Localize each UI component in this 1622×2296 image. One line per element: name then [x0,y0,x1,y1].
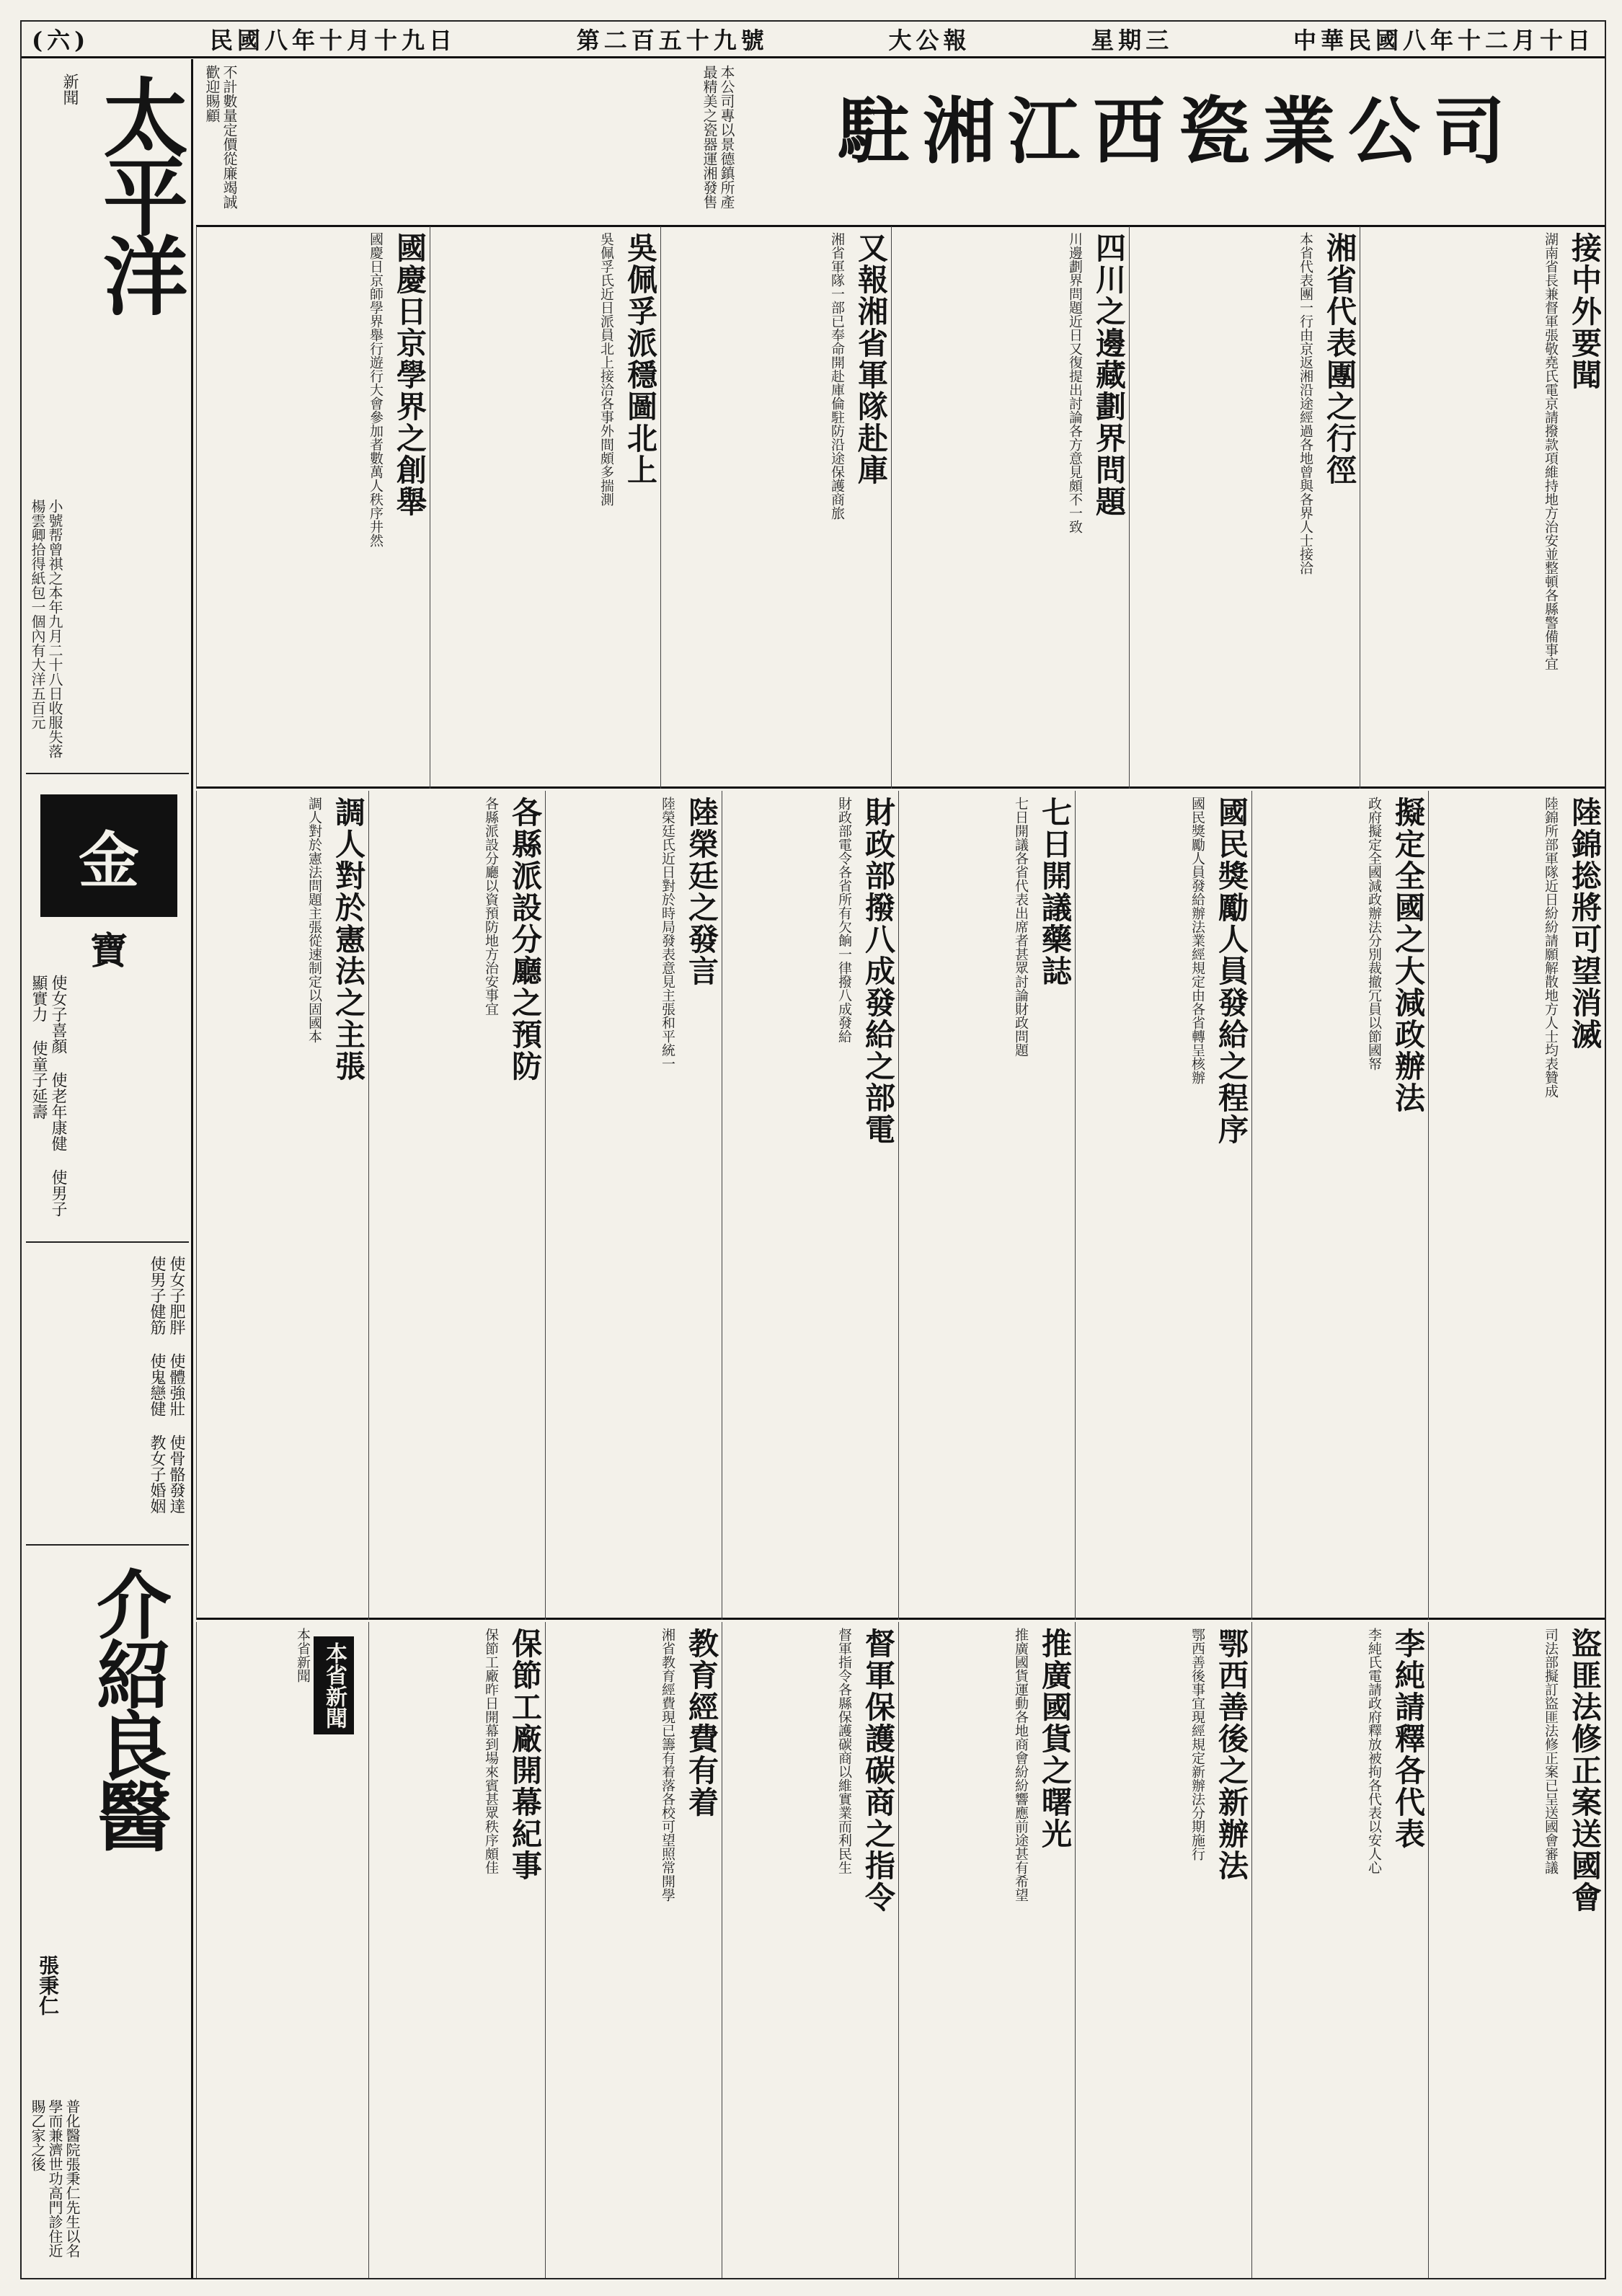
article [898,1622,1075,2278]
ad-doctor-text: 普化醫院張秉仁先生以名學而兼濟世功高門診住近賜乙家之後 [29,2099,81,2258]
article-title: 陸錦捴將可望消滅 [1567,797,1603,1050]
article [1129,226,1360,789]
main-area [196,59,1605,2278]
banner-ad [196,59,1605,227]
article-title: 七日開議藥誌 [1037,797,1073,987]
article-title: 湘省代表團之行徑 [1322,232,1357,486]
banner-ad-left: 本公司專以景德鎮所產最精美之瓷器運湘發售 [701,65,735,209]
article-title: 陸榮廷之發言 [684,797,719,987]
article-body: 本省新聞 [295,1628,311,1683]
article [368,791,545,1620]
article [1428,791,1605,1620]
masthead-weekday: 星期三 [1091,27,1174,54]
article-title: 四川之邊藏劃界問題 [1091,232,1127,518]
article-title: 調人對於憲法之主張 [331,797,366,1082]
article-body: 國民獎勵人員發給辦法業經規定由各省轉呈核辦 [1189,797,1205,1084]
article [196,791,368,1620]
article-title: 接中外要聞 [1567,232,1603,391]
section-1 [196,226,1605,789]
article-title: 國民獎勵人員發給之程序 [1214,797,1249,1145]
article-body: 國慶日京師學界舉行遊行大會參加者數萬人秩序井然 [368,232,384,547]
ad-health-text: 使女子肥胖 使體強壯 使骨骼發達 使男子健筋 使鬼戀健 教女子婚姻 [148,1256,185,1514]
banner-ad-right: 不計數量定價從廉竭誠歡迎賜顧 [203,65,238,209]
article [1075,791,1251,1620]
article-body: 調人對於憲法問題主張從速制定以固國本 [306,797,322,1043]
article-body: 陸錦所部軍隊近日紛紛請願解散地方人士均表贊成 [1543,797,1559,1098]
article-body: 督軍指令各縣保護碳商以維實業而利民生 [836,1628,852,1874]
section-3 [196,1622,1605,2278]
ad-gold [26,780,189,1243]
section-badge: 本省新聞 [314,1636,354,1734]
article [722,1622,898,2278]
masthead-paper-name: 大公報 [888,27,971,54]
article-body: 司法部擬訂盜匪法修正案已呈送國會審議 [1543,1628,1559,1874]
article-body: 湖南省長兼督軍張敬堯氏電京請撥款項維持地方治安並整頓各縣警備事宜 [1543,232,1559,670]
article-title: 鄂西善後之新辦法 [1214,1628,1249,1881]
article [430,226,660,789]
article [1251,791,1428,1620]
article [722,791,898,1620]
article-title: 各縣派設分廳之預防 [508,797,543,1082]
masthead-lunar-date: 民國八年十月十九日 [210,27,457,54]
article [545,1622,722,2278]
masthead-page: (六) [32,27,90,54]
article [368,1622,545,2278]
ad-gold-sub: 寶 [89,929,128,973]
masthead-date: 中華民國八年十二月十日 [1293,27,1595,54]
article-body: 各縣派設分廳以資預防地方治安事宜 [483,797,499,1016]
article-body: 政府擬定全國減政辦法分別裁撤冗員以節國帑 [1366,797,1382,1071]
article-title: 保節工廠開幕紀事 [508,1628,543,1881]
article-title: 吳佩孚派穩圖北上 [623,232,658,486]
article [196,226,430,789]
ad-pacific-sub: 新聞 [61,74,79,105]
ad-doctor-name: 張秉仁 [36,1955,60,2016]
article-title: 又報湘省軍隊赴庫 [854,232,889,486]
section-2 [196,791,1605,1620]
article-body: 推廣國貨運動各地商會紛紛響應前途甚有希望 [1013,1628,1029,1902]
ad-health [26,1249,189,1546]
article [660,226,891,789]
article-title: 教育經費有着 [684,1628,719,1818]
masthead-issue: 第二百五十九號 [576,27,768,54]
article-body: 鄂西善後事宜現經規定新辦法分期施行 [1189,1628,1205,1861]
article-body: 陸榮廷氏近日對於時局發表意見主張和平統一 [660,797,675,1071]
article-title: 督軍保護碳商之指令 [861,1628,896,1913]
article-body: 川邊劃界問題近日又復提出討論各方意見頗不一致 [1067,232,1083,533]
ad-gold-text: 使女子喜顏 使老年康健 使男子顯實力 使童子延壽 [30,975,67,1217]
article-title: 推廣國貨之曙光 [1037,1628,1073,1850]
ad-doctor-title: 介紹良醫 [84,1566,172,1848]
article-body: 李純氏電請政府釋放被拘各代表以安人心 [1366,1628,1382,1874]
article-title: 國慶日京學界之創舉 [392,232,427,518]
ad-column [22,59,193,2278]
article-body: 吳佩孚氏近日派員北上接洽各事外間頗多揣測 [598,232,614,506]
article-body: 本省代表團一行由京返湘沿途經過各地曾與各界人士接洽 [1298,232,1313,575]
article [1360,226,1605,789]
newspaper-page [20,20,1606,2279]
article [891,226,1129,789]
article-title: 財政部撥八成發給之部電 [861,797,896,1145]
article-body: 湘省軍隊一部已奉命開赴庫倫駐防沿途保護商旅 [829,232,845,520]
article-body: 湘省教育經費現已籌有着落各校可望照常開學 [660,1628,675,1902]
ad-pacific-title: 太平洋 [89,74,189,311]
ad-pacific-note: 小號帮曾祺之本年九月二十八日收服失落楊雲卿拾得紙包一個內有大洋五百元 [29,499,63,758]
ad-gold-title: 金 [40,794,177,917]
article-title: 擬定全國之大減政辦法 [1391,797,1426,1114]
article [196,1622,368,2278]
article-title: 李純請釋各代表 [1391,1628,1426,1850]
article [1075,1622,1251,2278]
article-title: 盜匪法修正案送國會 [1567,1628,1603,1913]
banner-company: 駐湘江西瓷業公司 [838,89,1518,174]
article-body: 財政部電令各省所有欠餉一律撥八成發給 [836,797,852,1043]
article [1251,1622,1428,2278]
ad-pacific [26,66,189,774]
article-body: 七日開議各省代表出席者甚眾討論財政問題 [1013,797,1029,1057]
article [545,791,722,1620]
masthead [22,22,1605,58]
article [1428,1622,1605,2278]
article-body: 保節工廠昨日開幕到場來賓甚眾秩序頗佳 [483,1628,499,1874]
ad-doctor [26,1551,189,2272]
article [898,791,1075,1620]
